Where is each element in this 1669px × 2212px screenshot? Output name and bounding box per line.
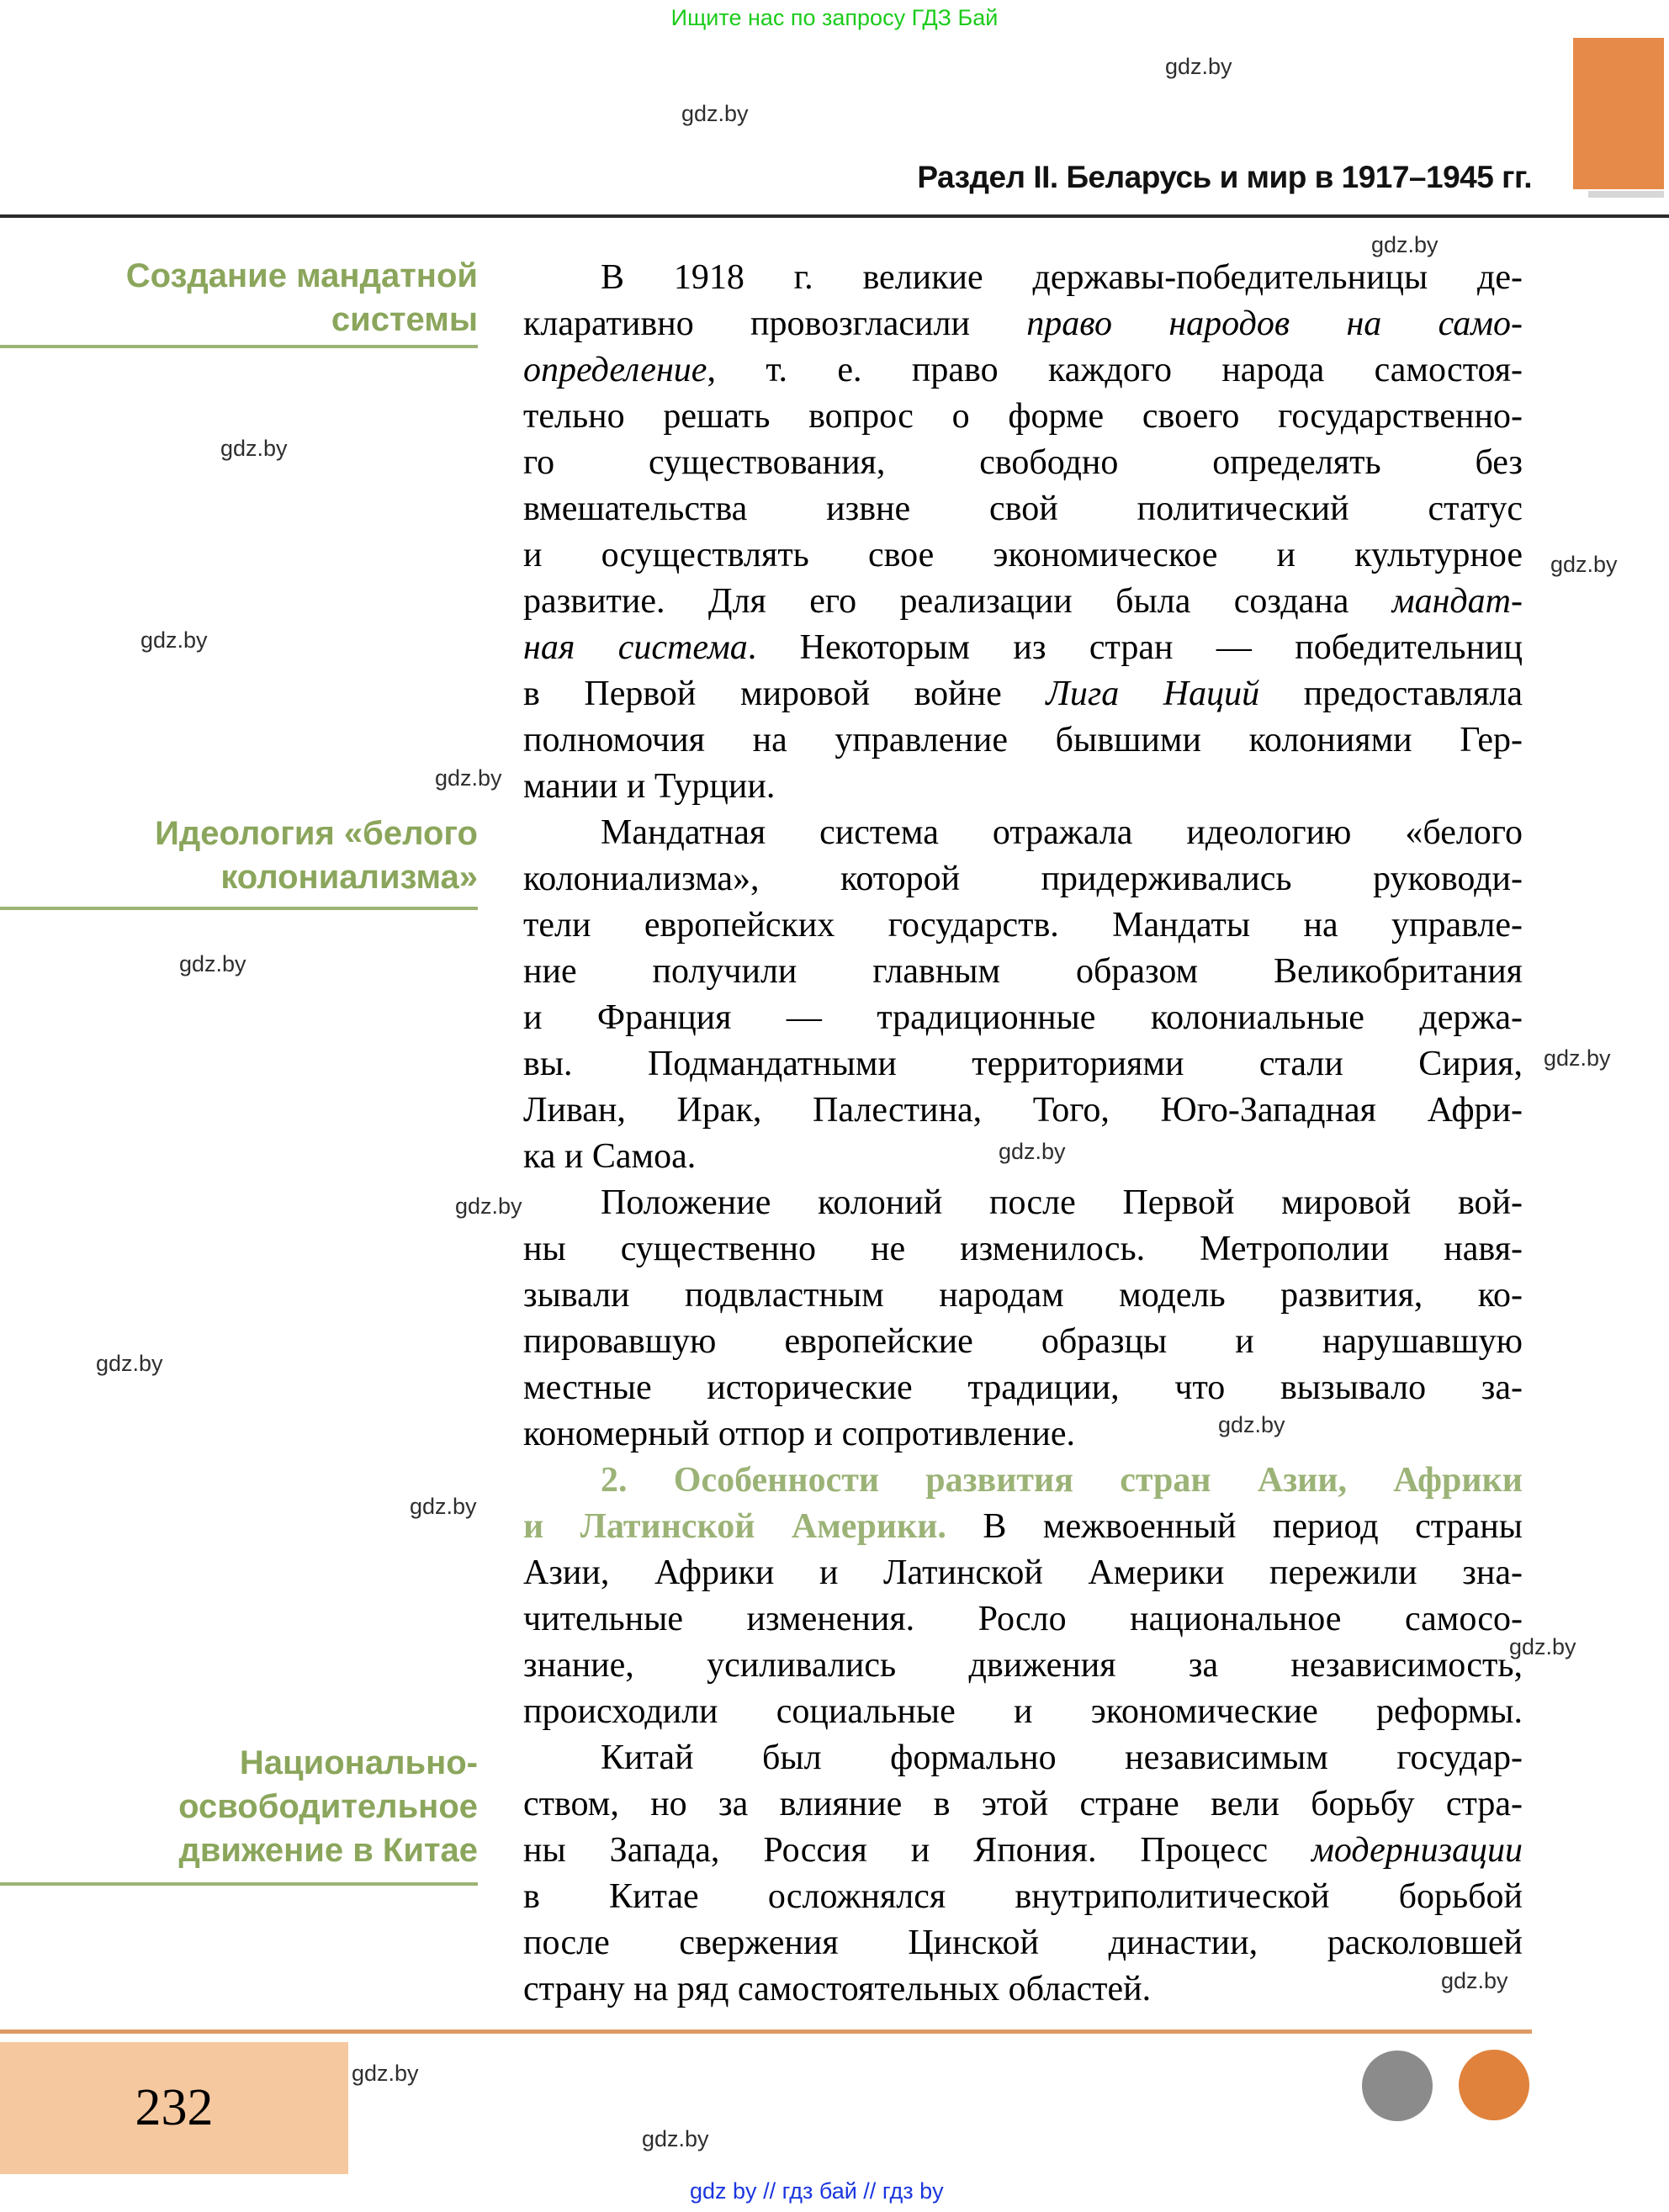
sidebar-heading-rule (0, 907, 478, 910)
body-line (523, 1920, 1523, 1966)
sidebar-heading-line: Национально- (239, 1744, 478, 1781)
body-text-segment: кларативно провозгласили (523, 304, 1027, 343)
body-line (523, 764, 1523, 810)
footer-links (690, 2178, 944, 2204)
body-text-segment: тели европейских государств. Мандаты на управле- (523, 906, 1523, 945)
body-text-segment: Азии, Африки и Латинской Америки пережили зна- (523, 1553, 1523, 1592)
body-text-segment: пировавшую европейские образцы и нарушавшую (523, 1322, 1523, 1361)
body-text-segment: развитие. Для его реализации была создана (523, 582, 1392, 621)
gdz-watermark: gdz.by (352, 2061, 419, 2086)
gdz-watermark: gdz.by (1544, 1045, 1611, 1071)
body-line (523, 995, 1523, 1041)
body-line (523, 255, 1523, 301)
body-line (523, 1596, 1523, 1643)
sidebar-heading-rule (0, 1882, 478, 1886)
link-separator: // (756, 2178, 782, 2204)
body-text-segment: ны существенно не изменилось. Метрополии навя- (523, 1230, 1523, 1268)
footer-link[interactable]: гдз бай (782, 2178, 857, 2204)
body-line (523, 532, 1523, 579)
gdz-watermark: gdz.by (455, 1193, 522, 1219)
body-line (523, 1550, 1523, 1596)
body-line (523, 394, 1523, 440)
body-text-segment: местные исторические традиции, что вызывало за- (523, 1368, 1523, 1407)
gdz-watermark: gdz.by (220, 436, 288, 461)
italic-term: определение (523, 351, 707, 389)
gdz-watermark: gdz.by (1371, 232, 1439, 257)
link-separator: // (856, 2178, 882, 2204)
sidebar-heading-3 (0, 1741, 478, 1872)
body-line (523, 1781, 1523, 1828)
body-text-segment: ны Запада, Россия и Япония. Процесс (523, 1831, 1312, 1870)
body-line (523, 1643, 1523, 1689)
body-text-segment: Положение колоний после Первой мировой вой- (601, 1183, 1523, 1222)
orange-dot (1459, 2050, 1529, 2120)
page-number: 232 (135, 2079, 214, 2136)
sidebar-heading-line: колониализма» (220, 859, 478, 896)
body-line (523, 810, 1523, 856)
body-line (523, 1504, 1523, 1550)
footer-rule (0, 2029, 1532, 2034)
body-line (523, 1365, 1523, 1411)
sidebar-heading-line: Создание мандатной (125, 257, 478, 294)
body-text-segment: тельно решать вопрос о форме своего государственно- (523, 397, 1523, 436)
body-line (523, 625, 1523, 671)
section-header-title: Раздел II. Беларусь и мир в 1917–1945 гг. (917, 160, 1532, 194)
sidebar-heading-rule (0, 345, 478, 348)
body-line (523, 1689, 1523, 1735)
body-line (523, 486, 1523, 532)
body-text-segment: в Первой мировой войне (523, 675, 1046, 713)
body-text-segment: чительные изменения. Росло национальное самосо- (523, 1600, 1523, 1638)
body-text-segment: Китай был формально независимым государ- (601, 1738, 1523, 1777)
body-text-segment: вмешательства извне свой политический статус (523, 489, 1523, 528)
body-line (523, 1411, 1523, 1458)
gdz-watermark: gdz.by (681, 101, 749, 126)
body-text-segment: Мандатная система отражала идеологию «белого (601, 813, 1523, 852)
gdz-watermark: gdz.by (642, 2126, 709, 2151)
chapter-color-tab (1573, 38, 1664, 189)
body-text-segment: происходили социальные и экономические реформы. (523, 1692, 1523, 1731)
italic-term: ная система (523, 628, 748, 667)
gdz-watermark: gdz.by (1441, 1968, 1508, 1993)
body-text-segment: полномочия на управление бывшими колониями Гер- (523, 721, 1523, 759)
italic-term: модернизации (1311, 1831, 1523, 1870)
body-text-segment: зывали подвластным народам модель развития, ко- (523, 1276, 1523, 1315)
body-line (523, 1134, 1523, 1180)
body-line (523, 1319, 1523, 1365)
gdz-watermark: gdz.by (96, 1351, 163, 1376)
sidebar-heading-line: Идеология «белого (155, 815, 478, 852)
body-text-segment: в Китае осложнялся внутриполитической борьбой (523, 1877, 1523, 1916)
gdz-watermark: gdz.by (1218, 1412, 1285, 1437)
gdz-watermark: gdz.by (999, 1139, 1066, 1164)
gray-dot (1362, 2051, 1433, 2121)
body-text-segment: после свержения Цинской династии, расколовшей (523, 1924, 1523, 1962)
gdz-watermark: gdz.by (435, 765, 502, 791)
italic-term: мандат- (1391, 582, 1523, 621)
body-text (523, 255, 1523, 2013)
body-text-segment: страну на ряд самостоятельных областей. (523, 1970, 1152, 2008)
sidebar-heading-line: движение в Китае (178, 1832, 478, 1869)
footer-link[interactable]: gdz by (690, 2178, 757, 2204)
body-line (523, 1458, 1523, 1504)
body-text-segment: и Франция — традиционные колониальные держа- (523, 998, 1523, 1037)
body-line (523, 856, 1523, 902)
gdz-watermark: gdz.by (1165, 54, 1232, 79)
body-line (523, 1087, 1523, 1134)
body-line (523, 1828, 1523, 1874)
body-text-segment: и осуществлять свое экономическое и культурное (523, 536, 1523, 574)
body-line (523, 1735, 1523, 1781)
body-text-segment: мании и Турции. (523, 767, 776, 806)
body-text-segment: Ливан, Ирак, Палестина, Того, Юго-Западная Афри- (523, 1091, 1523, 1130)
body-line (523, 1041, 1523, 1087)
gdz-watermark: gdz.by (1509, 1634, 1576, 1659)
footer-link[interactable]: гдз by (882, 2178, 944, 2204)
italic-term: право народов на само- (1026, 304, 1523, 343)
body-line (523, 717, 1523, 764)
gdz-watermark: gdz.by (1550, 552, 1618, 577)
gdz-watermark: gdz.by (140, 627, 208, 653)
body-line (523, 579, 1523, 625)
chapter-tab-shadow (1588, 191, 1664, 198)
header-rule (0, 214, 1669, 218)
body-line (523, 1180, 1523, 1226)
body-text-segment: ством, но за влияние в этой стране вели борьбу стра- (523, 1785, 1523, 1823)
italic-term: Лига Наций (1046, 675, 1260, 713)
body-line (523, 440, 1523, 486)
body-text-segment: ние получили главным образом Великобритания (523, 952, 1523, 991)
body-text-segment: , т. е. право каждого народа самостоя- (707, 351, 1523, 389)
sidebar-heading-2 (0, 812, 478, 899)
body-line (523, 671, 1523, 717)
body-line (523, 1273, 1523, 1319)
body-text-segment: знание, усиливались движения за независимость, (523, 1646, 1523, 1685)
body-text-segment: кономерный отпор и сопротивление. (523, 1415, 1075, 1453)
promo-banner: Ищите нас по запросу ГДЗ Бай (670, 5, 999, 30)
body-text-segment: . Некоторым из стран — победительниц (747, 628, 1523, 667)
sidebar-heading-line: освободительное (178, 1788, 478, 1825)
body-line (523, 1966, 1523, 2013)
body-text-segment: ка и Самоа. (523, 1137, 697, 1176)
body-text-segment: В межвоенный период страны (946, 1507, 1523, 1546)
body-text-segment: предоставляла (1259, 675, 1523, 713)
body-line (523, 1226, 1523, 1273)
body-line (523, 949, 1523, 995)
body-line (523, 1874, 1523, 1920)
body-text-segment: колониализма», которой придерживались руководи- (523, 860, 1523, 898)
body-text-segment: В 1918 г. великие державы-победительницы де- (601, 258, 1523, 297)
gdz-watermark: gdz.by (179, 951, 246, 976)
body-line (523, 347, 1523, 394)
section-lead-text: и Латинской Америки. (523, 1507, 946, 1546)
body-text-segment: вы. Подмандатными территориями стали Сирия, (523, 1045, 1523, 1083)
page-number-box (0, 2042, 348, 2174)
section-lead-text: 2. Особенности развития стран Азии, Африки (601, 1461, 1523, 1500)
sidebar-heading-line: системы (331, 301, 478, 338)
body-text-segment: го существования, свободно определять без (523, 443, 1523, 482)
body-line (523, 902, 1523, 949)
gdz-watermark: gdz.by (410, 1494, 477, 1519)
body-line (523, 301, 1523, 347)
sidebar-heading-1 (0, 254, 478, 341)
